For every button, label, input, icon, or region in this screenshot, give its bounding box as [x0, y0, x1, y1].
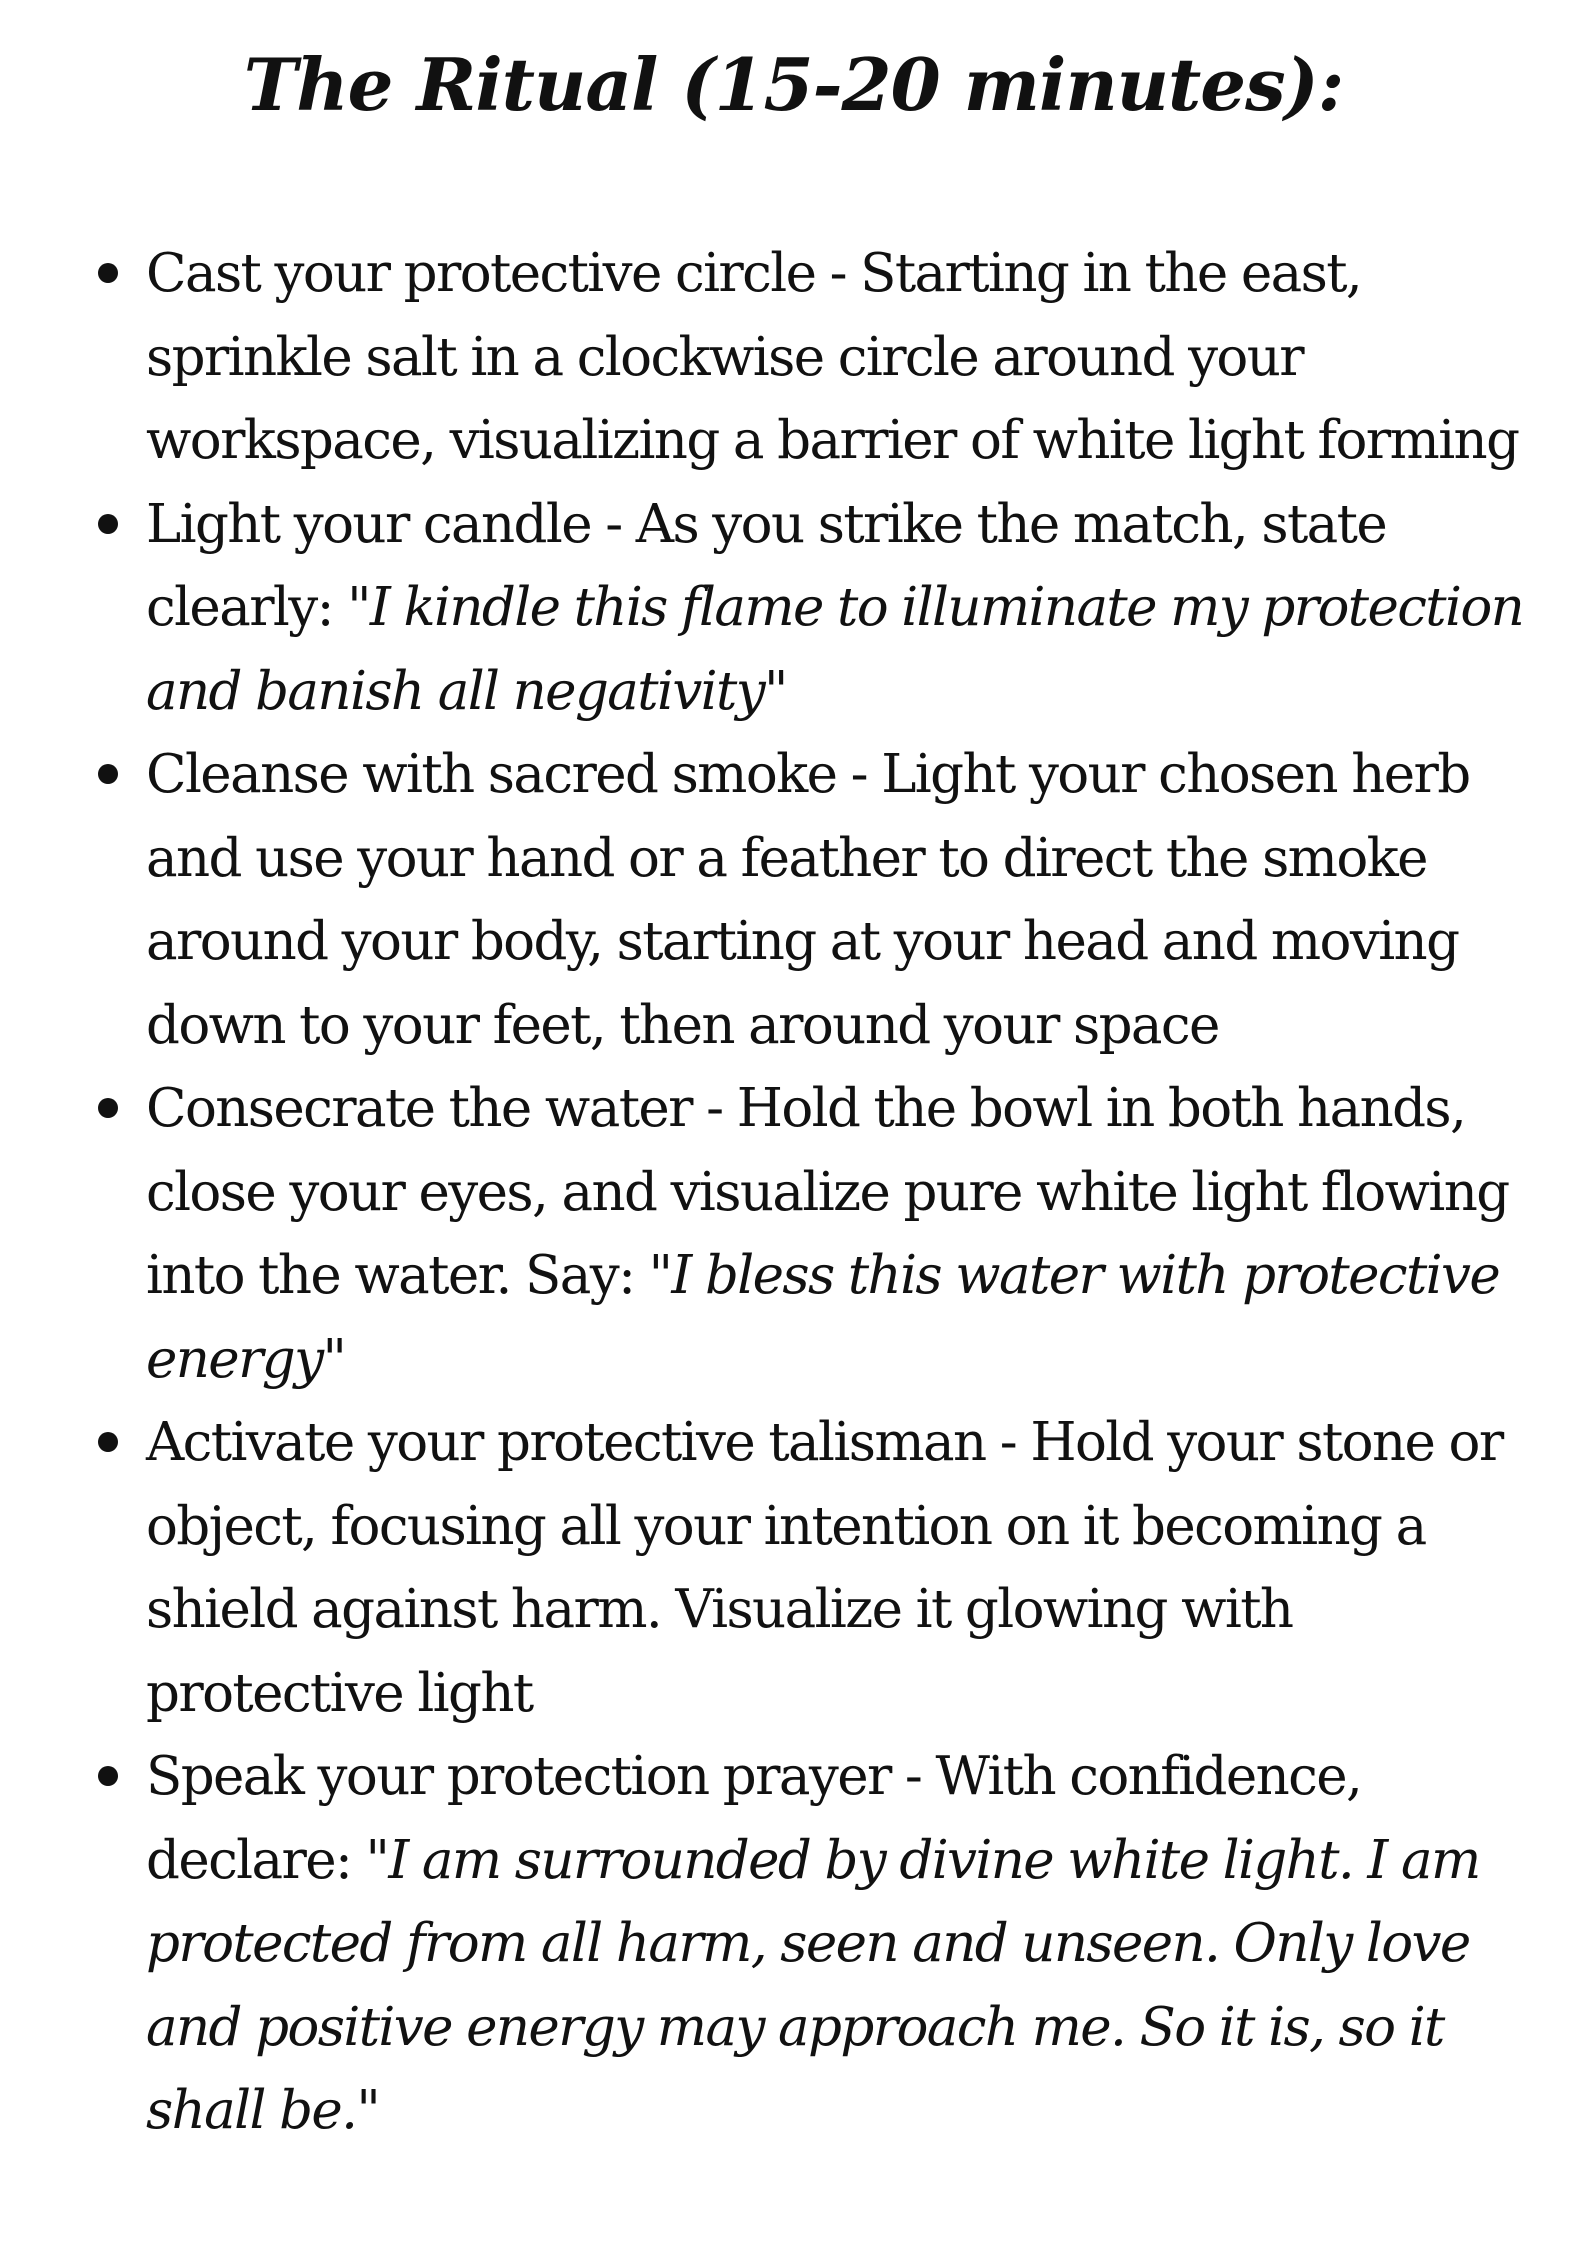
bullet-icon	[98, 1098, 118, 1118]
bullet-icon	[98, 514, 118, 534]
step-text: Speak your protection prayer - With confidence, declare: "	[146, 1746, 1362, 1891]
list-item	[98, 1735, 1558, 2153]
list-item	[98, 232, 1558, 483]
bullet-icon	[98, 1766, 118, 1786]
bullet-icon	[98, 1432, 118, 1452]
list-item	[98, 1067, 1558, 1401]
step-text: Activate your protective talisman - Hold your stone or object, focusing all your intention on it becoming a shield against harm. Visualize it glowing with protective light	[146, 1412, 1503, 1724]
step-text: Light your candle - As you strike the match, state clearly:	[146, 493, 1387, 638]
list-item	[98, 483, 1558, 734]
step-text: Cast your protective circle - Starting in the east, sprinkle salt in a clockwise circle around your workspace, visualizing a barrier of white light forming	[146, 243, 1519, 471]
step-text: Cleanse with sacred smoke - Light your chosen herb and use your hand or a feather to direct the smoke around your body, starting at your head and moving down to your feet, then around your space	[146, 744, 1470, 1056]
step-quote: I bless this water with protective energy"	[146, 1245, 1500, 1390]
list-item	[98, 1401, 1558, 1735]
list-item	[98, 733, 1558, 1067]
step-quote: "I kindle this flame to illuminate my protection and banish all negativity"	[146, 577, 1524, 722]
ritual-steps-list	[98, 232, 1558, 2153]
bullet-icon	[98, 764, 118, 784]
step-text: Consecrate the water - Hold the bowl in both hands, close your eyes, and visualize pure white light flowing into the water. Say: "	[146, 1078, 1509, 1306]
bullet-icon	[98, 263, 118, 283]
page-title: The Ritual (15-20 minutes):	[243, 42, 1344, 127]
step-quote: I am surrounded by divine white light. I am protected from all harm, seen and unseen. Only love and positive energy may approach me. So it is, so it shall be."	[146, 1829, 1480, 2141]
